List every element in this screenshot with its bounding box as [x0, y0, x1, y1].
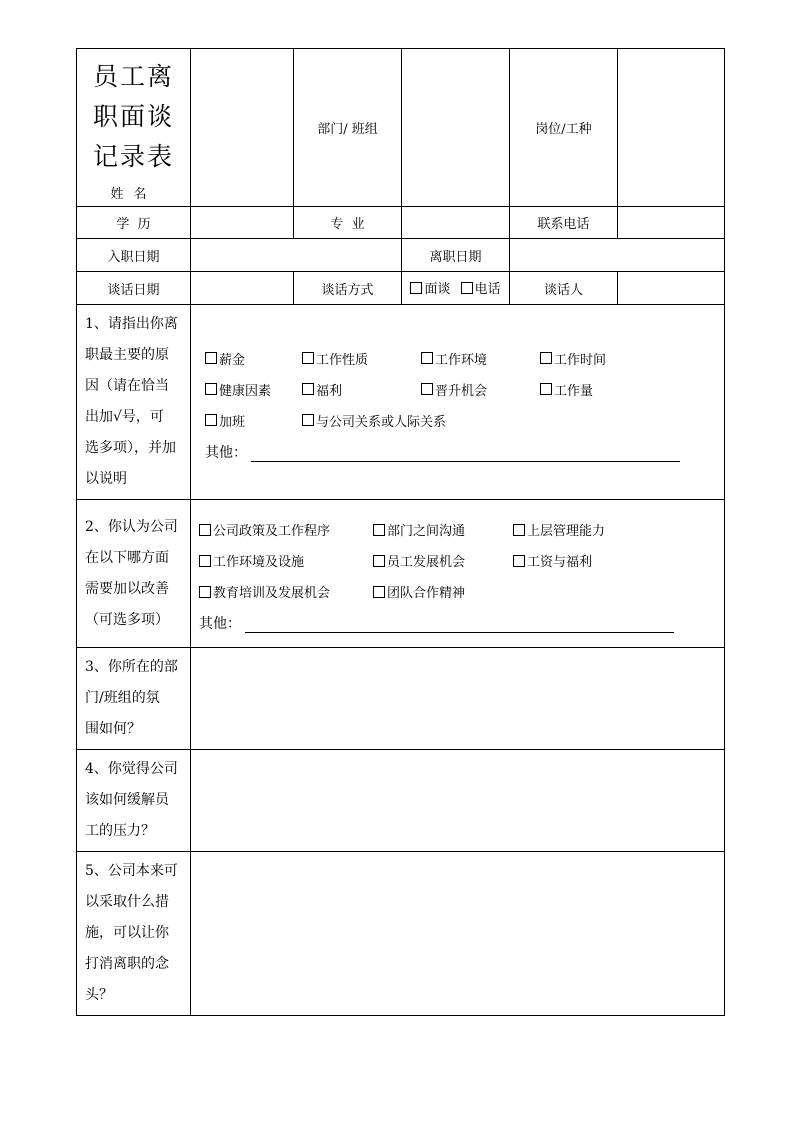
form-title — [77, 53, 190, 177]
question-4-row — [77, 750, 725, 852]
title-line: 职面谈 — [92, 102, 174, 131]
major-field[interactable] — [402, 207, 510, 239]
option-label: 工作环境 — [435, 352, 488, 368]
option-row — [205, 405, 710, 436]
checkbox-icon[interactable] — [205, 352, 217, 364]
option-label: 薪金 — [219, 352, 246, 368]
other-improvement — [199, 613, 674, 633]
option-development[interactable] — [373, 551, 513, 570]
checkbox-icon[interactable] — [199, 586, 211, 598]
phone-field[interactable] — [618, 207, 725, 239]
checkbox-icon[interactable] — [461, 282, 473, 294]
question-1-row — [77, 305, 725, 500]
option-pay[interactable] — [513, 551, 592, 570]
option-salary[interactable] — [205, 349, 302, 368]
position-label: 岗位/工种 — [510, 49, 618, 207]
option-label: 工资与福利 — [527, 555, 593, 570]
talker-label: 谈话人 — [510, 272, 618, 305]
option-label: 加班 — [219, 414, 246, 430]
phone-label: 联系电话 — [510, 207, 618, 239]
question-line: 门/班组的氛 — [85, 690, 160, 706]
question-3-text — [77, 648, 191, 750]
option-policy[interactable] — [199, 520, 373, 539]
title-line: 记录表 — [92, 142, 174, 171]
other-label: 其他： — [205, 444, 247, 461]
leave-date-label: 离职日期 — [402, 239, 510, 272]
question-line: 打消离职的念 — [85, 956, 169, 972]
checkbox-icon[interactable] — [540, 352, 552, 364]
checkbox-icon[interactable] — [205, 414, 217, 426]
option-facilities[interactable] — [199, 551, 373, 570]
option-label: 健康因素 — [219, 383, 272, 399]
option-label: 工作时间 — [554, 352, 607, 368]
option-label: 上层管理能力 — [527, 524, 606, 539]
talk-row — [77, 272, 725, 305]
option-dept-comm[interactable] — [373, 520, 513, 539]
title-line: 员工离 — [92, 62, 174, 91]
option-work-env[interactable] — [421, 349, 540, 368]
question-3-answer[interactable] — [191, 648, 725, 750]
checkbox-icon[interactable] — [302, 383, 314, 395]
question-line: 以说明 — [85, 471, 127, 487]
option-overtime[interactable] — [205, 411, 302, 430]
other-input-line[interactable] — [251, 447, 680, 462]
question-line: 4、你觉得公司 — [85, 761, 178, 777]
question-4-text — [77, 750, 191, 852]
question-line: 2、你认为公司 — [85, 518, 178, 535]
option-label: 公司政策及工作程序 — [213, 524, 331, 539]
question-2-options — [191, 500, 725, 648]
talk-method-options — [402, 272, 510, 305]
option-workload[interactable] — [540, 380, 593, 399]
question-line: 5、公司本来可 — [85, 863, 178, 879]
checkbox-icon[interactable] — [205, 383, 217, 395]
talk-date-label: 谈话日期 — [77, 272, 191, 305]
option-work-hours[interactable] — [540, 349, 606, 368]
exit-interview-form — [76, 48, 724, 1016]
question-5-row — [77, 852, 725, 1016]
option-health[interactable] — [205, 380, 302, 399]
checkbox-icon[interactable] — [302, 352, 314, 364]
option-label: 部门之间沟通 — [387, 524, 466, 539]
option-label: 员工发展机会 — [387, 555, 466, 570]
checkbox-icon[interactable] — [373, 524, 385, 536]
question-line: 选多项），并加 — [85, 440, 176, 456]
other-reason — [205, 442, 680, 462]
checkbox-icon[interactable] — [513, 524, 525, 536]
option-teamwork[interactable] — [373, 582, 465, 601]
question-line: 出加√号，可 — [85, 409, 164, 425]
option-label: 与公司关系或人际关系 — [316, 414, 447, 430]
question-line: 施，可以让你 — [85, 925, 169, 941]
option-row — [205, 343, 710, 374]
other-label: 其他： — [199, 616, 241, 632]
checkbox-icon[interactable] — [421, 383, 433, 395]
question-line: 围如何？ — [85, 721, 141, 737]
option-benefits[interactable] — [302, 380, 421, 399]
question-2-text — [77, 500, 191, 648]
name-field[interactable] — [191, 49, 294, 207]
checkbox-icon[interactable] — [373, 586, 385, 598]
question-line: 头？ — [85, 987, 113, 1003]
question-line: 1、请指出你离 — [85, 316, 178, 332]
option-row — [199, 576, 710, 607]
checkbox-icon[interactable] — [540, 383, 552, 395]
option-job-nature[interactable] — [302, 349, 421, 368]
dept-label: 部门/ 班组 — [294, 49, 402, 207]
header-row — [77, 49, 725, 207]
question-2-row — [77, 500, 725, 648]
question-line: 职最主要的原 — [85, 347, 169, 363]
other-input-line[interactable] — [245, 618, 674, 633]
talk-date-field[interactable] — [191, 272, 294, 305]
question-3-row — [77, 648, 725, 750]
question-line: 因（请在恰当 — [85, 378, 169, 394]
question-5-answer[interactable] — [191, 852, 725, 1016]
question-1-text — [77, 305, 191, 500]
method-option-face[interactable] — [410, 278, 450, 297]
entry-date-field[interactable] — [191, 239, 402, 272]
checkbox-icon[interactable] — [302, 414, 314, 426]
education-row — [77, 207, 725, 239]
major-label: 专 业 — [294, 207, 402, 239]
question-1-options — [191, 305, 725, 500]
form-table — [76, 48, 725, 1016]
option-row — [205, 374, 710, 405]
education-field[interactable] — [191, 207, 294, 239]
talker-field[interactable] — [618, 272, 725, 305]
question-line: 该如何缓解员 — [85, 792, 169, 808]
question-line: （可选多项） — [85, 611, 169, 628]
option-label: 面谈 — [424, 282, 451, 298]
option-label: 工作性质 — [316, 352, 369, 368]
option-label: 电话 — [474, 282, 501, 298]
dates-row — [77, 239, 725, 272]
education-label: 学 历 — [77, 207, 191, 239]
option-label: 团队合作精神 — [387, 586, 466, 601]
entry-date-label: 入职日期 — [77, 239, 191, 272]
option-training[interactable] — [199, 582, 373, 601]
option-promotion[interactable] — [421, 380, 540, 399]
question-line: 3、你所在的部 — [85, 659, 178, 675]
talk-method-label: 谈话方式 — [294, 272, 402, 305]
option-label: 工作量 — [554, 383, 594, 399]
option-label: 工作环境及设施 — [213, 555, 305, 570]
option-relationships[interactable] — [302, 411, 446, 430]
question-line: 在以下哪方面 — [85, 549, 169, 566]
option-management[interactable] — [513, 520, 605, 539]
option-label: 教育培训及发展机会 — [213, 586, 331, 601]
checkbox-icon[interactable] — [410, 282, 422, 294]
question-line: 以采取什么措 — [85, 894, 169, 910]
checkbox-icon[interactable] — [199, 524, 211, 536]
dept-field[interactable] — [402, 49, 510, 207]
option-label: 晋升机会 — [435, 383, 488, 399]
question-4-answer[interactable] — [191, 750, 725, 852]
checkbox-icon[interactable] — [373, 555, 385, 567]
checkbox-icon[interactable] — [421, 352, 433, 364]
question-5-text — [77, 852, 191, 1016]
option-label: 福利 — [316, 383, 343, 399]
checkbox-icon[interactable] — [513, 555, 525, 567]
question-line: 工的压力？ — [85, 823, 155, 839]
method-option-phone[interactable] — [461, 278, 501, 297]
position-field[interactable] — [618, 49, 725, 207]
option-row — [199, 514, 710, 545]
checkbox-icon[interactable] — [199, 555, 211, 567]
title-cell — [77, 49, 191, 207]
option-row — [199, 545, 710, 576]
leave-date-field[interactable] — [510, 239, 725, 272]
name-label: 姓名 — [110, 187, 157, 202]
question-line: 需要加以改善 — [85, 580, 169, 597]
